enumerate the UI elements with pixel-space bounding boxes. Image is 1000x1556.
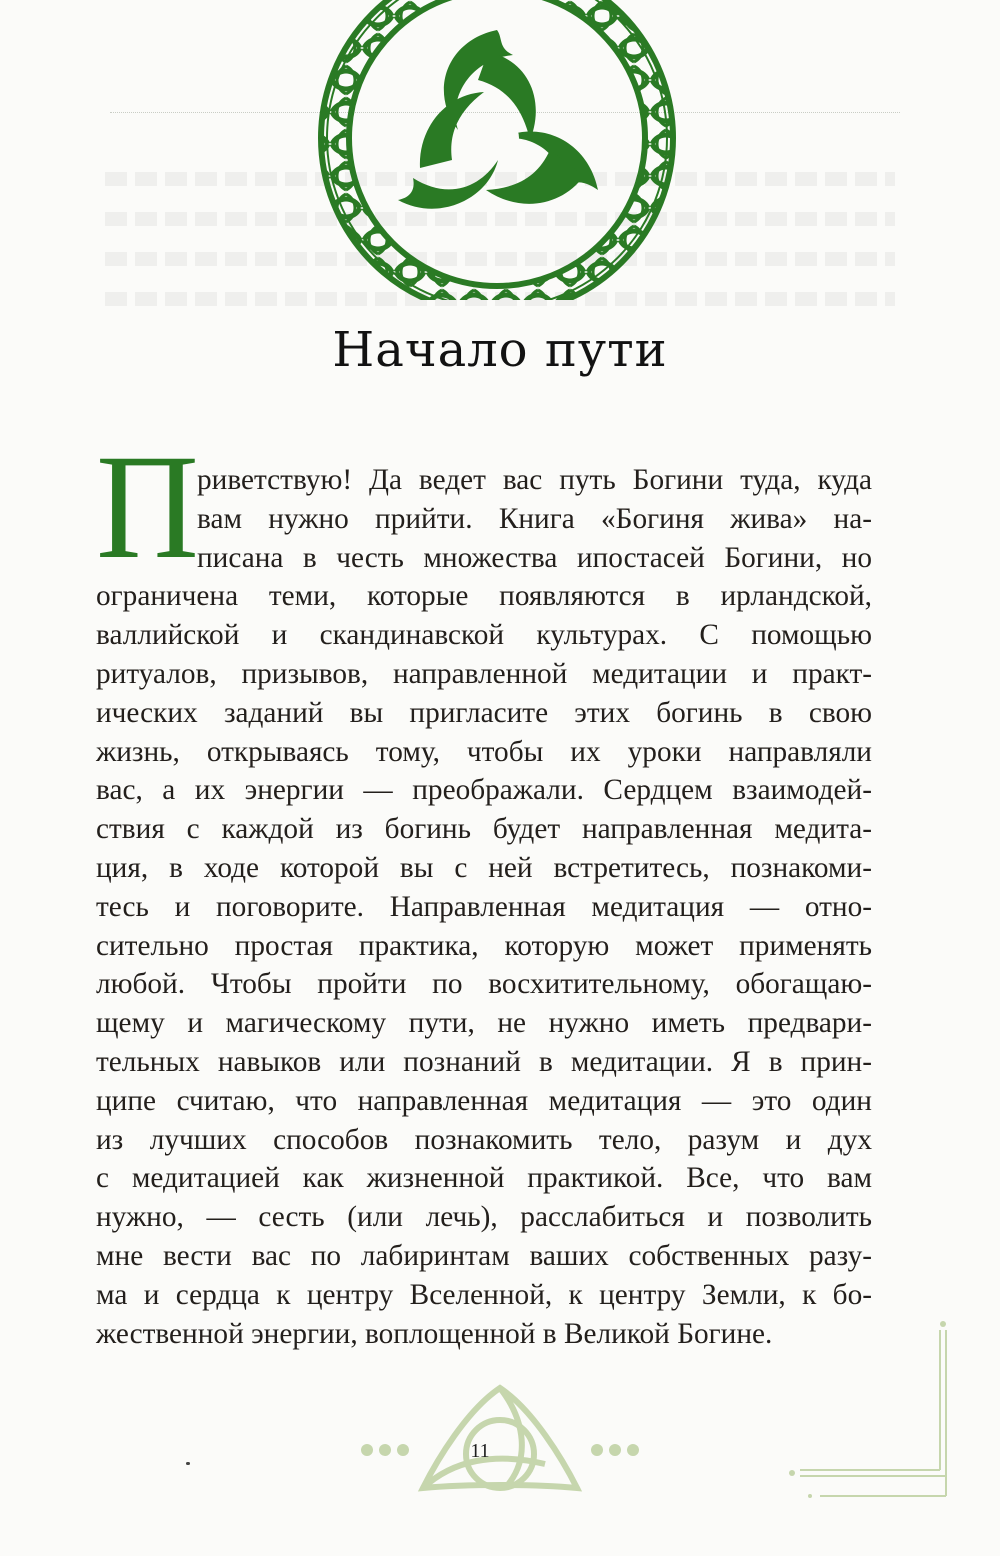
text-line: нужно, — сесть (или лечь), расслабиться и позволить: [96, 1201, 872, 1234]
text-line: жизнь, открываясь тому, чтобы их уроки направляли: [96, 735, 872, 768]
page-number: 11: [470, 1440, 490, 1462]
text-line: ствия с каждой из богинь будет направленная медита-: [96, 813, 872, 846]
text-line: валлийской и скандинавской культурах. С помощью: [96, 619, 872, 652]
body-text: [96, 461, 872, 1353]
text-line: писана в честь множества ипостасей Богини, но: [197, 541, 872, 574]
text-line: сительно простая практика, которую может применять: [96, 929, 872, 962]
text-line: с медитацией как жизненной практикой. Все, что вам: [96, 1162, 872, 1195]
text-line: ципе считаю, что направленная медитация — это один: [96, 1084, 872, 1117]
chapter-title: Начало пути: [332, 322, 668, 378]
text-line: ограничена теми, которые появляются в ирландской,: [96, 580, 872, 613]
text-line: ритуалов, призывов, направленной медитации и практ-: [96, 657, 872, 690]
text-line: ических заданий вы пригласите этих богинь в свою: [96, 696, 872, 729]
text-line: жественной энергии, воплощенной в Великой Богине.: [96, 1317, 773, 1350]
drop-cap: П: [96, 424, 199, 590]
stray-mark: [186, 1462, 190, 1465]
text-line: тельных навыков или познаний в медитации. Я в прин-: [96, 1045, 872, 1078]
text-line: риветствую! Да ведет вас путь Богини туда, куда: [197, 464, 872, 496]
text-line: щему и магическому пути, не нужно иметь предвари-: [96, 1007, 872, 1040]
text-line: из лучших способов познакомить тело, разум и дух: [96, 1123, 872, 1156]
text-line: тесь и поговорите. Направленная медитация — отно-: [96, 890, 872, 923]
text-line: ция, в ходе которой вы с ней встретитесь, познакоми-: [96, 851, 872, 884]
text-line: вам нужно прийти. Книга «Богиня жива» на-: [197, 502, 872, 535]
text-line: вас, а их энергии — преображали. Сердцем взаимодей-: [96, 774, 872, 807]
celtic-triskele-knot-ring-icon: [298, 0, 696, 300]
corner-bracket-ornament-icon: [780, 1320, 970, 1510]
text-line: любой. Чтобы пройти по восхитительному, обогащаю-: [96, 968, 872, 1001]
text-line: ма и сердца к центру Вселенной, к центру Земли, к бо-: [96, 1278, 872, 1311]
text-line: мне вести вас по лабиринтам ваших собственных разу-: [96, 1239, 872, 1272]
